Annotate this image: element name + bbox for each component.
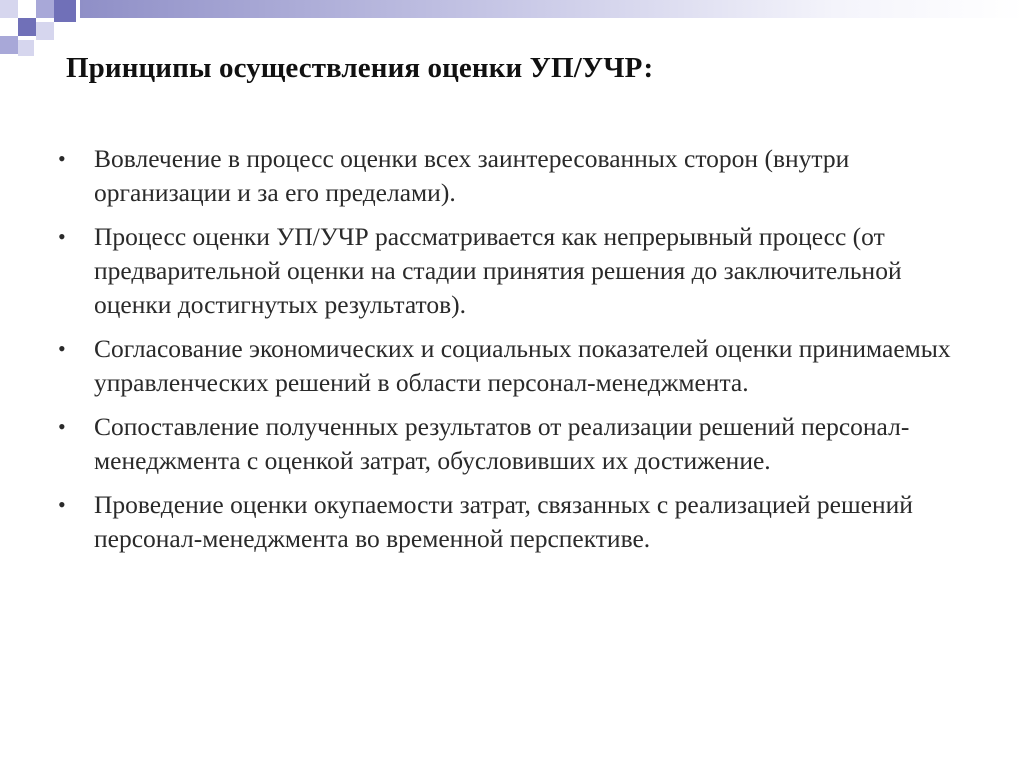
slide-title: Принципы осуществления оценки УП/УЧР: [66,52,654,84]
list-item-text: Согласование экономических и социальных показателей оценки принимаемых управленческих решений в области персонал-менеджмента. [94,334,951,397]
list-item [58,410,958,478]
list-item [58,332,958,400]
list-item [58,220,958,322]
list-item-text: Процесс оценки УП/УЧР рассматривается как непрерывный процесс (от предварительной оценки на стадии принятия решения до заключительной оценки достигнутых результатов). [94,222,902,319]
list-item-text: Сопоставление полученных результатов от реализации решений персонал-менеджмента с оценкой затрат, обусловивших их достижение. [94,412,910,475]
list-item-text: Проведение оценки окупаемости затрат, связанных с реализацией решений персонал-менеджмента во временной перспективе. [94,490,913,553]
decor-square [36,22,54,40]
bullet-icon: • [58,414,66,439]
bullet-icon: • [58,492,66,517]
list-item [58,142,958,210]
decor-square [54,0,76,22]
top-gradient-band [80,0,1024,18]
bullet-icon: • [58,146,66,171]
list-item [58,488,958,556]
decor-square [0,36,18,54]
bullet-icon: • [58,336,66,361]
bullet-list [58,142,958,566]
list-item-text: Вовлечение в процесс оценки всех заинтересованных сторон (внутри организации и за его пределами). [94,144,850,207]
decor-square [36,0,54,18]
decor-square [18,40,34,56]
decor-square [0,0,18,18]
decor-square [18,18,36,36]
bullet-icon: • [58,224,66,249]
